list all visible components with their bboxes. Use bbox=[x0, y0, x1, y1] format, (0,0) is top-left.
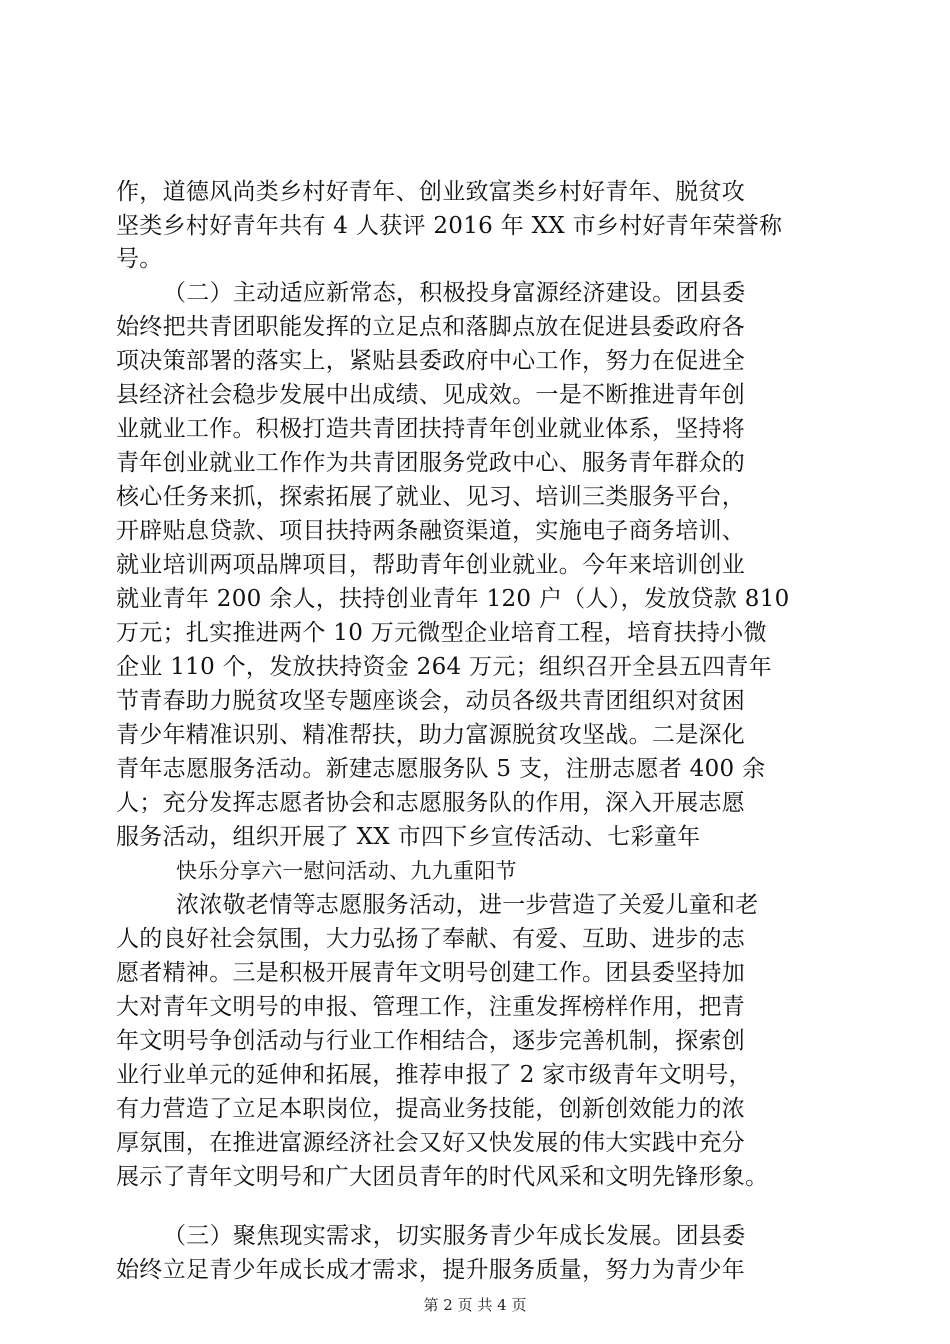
text-line: 人的良好社会氛围，大力弘扬了奉献、有爱、互助、进步的志 bbox=[116, 926, 746, 952]
text-line: 作，道德风尚类乡村好青年、创业致富类乡村好青年、脱贫攻 bbox=[116, 179, 746, 205]
text-line: 青年志愿服务活动。新建志愿服务队 5 支，注册志愿者 400 余 bbox=[116, 756, 766, 782]
text-line: 节青春助力脱贫攻坚专题座谈会，动员各级共青团组织对贫困 bbox=[116, 688, 746, 714]
text-line: 就业培训两项品牌项目，帮助青年创业就业。今年来培训创业 bbox=[116, 552, 746, 578]
text-line: 年文明号争创活动与行业工作相结合，逐步完善机制，探索创 bbox=[116, 1028, 746, 1054]
text-line: 有力营造了立足本职岗位，提高业务技能，创新创效能力的浓 bbox=[116, 1096, 746, 1122]
text-line: 万元；扎实推进两个 10 万元微型企业培育工程，培育扶持小微 bbox=[116, 620, 767, 646]
text-line: 服务活动，组织开展了 XX 市四下乡宣传活动、七彩童年 bbox=[116, 824, 701, 850]
text-line: 始终立足青少年成长成才需求，提升服务质量，努力为青少年 bbox=[116, 1257, 746, 1283]
text-line: 浓浓敬老情等志愿服务活动，进一步营造了关爱儿童和老 bbox=[176, 892, 759, 918]
text-line: 开辟贴息贷款、项目扶持两条融资渠道，实施电子商务培训、 bbox=[116, 518, 746, 544]
text-line: 县经济社会稳步发展中出成绩、见成效。一是不断推进青年创 bbox=[116, 382, 746, 408]
text-line: 人；充分发挥志愿者协会和志愿服务队的作用，深入开展志愿 bbox=[116, 790, 746, 816]
text-line: 厚氛围，在推进富源经济社会又好又快发展的伟大实践中充分 bbox=[116, 1130, 746, 1156]
text-line: 核心任务来抓，探索拓展了就业、见习、培训三类服务平台， bbox=[116, 484, 746, 510]
text-line: 就业青年 200 余人，扶持创业青年 120 户（人），发放贷款 810 bbox=[116, 586, 790, 612]
paragraph-heading-line: （二）主动适应新常态，积极投身富源经济建设。团县委 bbox=[163, 280, 746, 306]
text-line: 愿者精神。三是积极开展青年文明号创建工作。团县委坚持加 bbox=[116, 960, 746, 986]
text-line: 号。 bbox=[116, 246, 163, 272]
text-line: 青少年精准识别、精准帮扶，助力富源脱贫攻坚战。二是深化 bbox=[116, 722, 746, 748]
paragraph-heading-line: （三）聚焦现实需求，切实服务青少年成长发展。团县委 bbox=[163, 1223, 746, 1249]
text-line: 大对青年文明号的申报、管理工作，注重发挥榜样作用，把青 bbox=[116, 994, 746, 1020]
text-line: 企业 110 个，发放扶持资金 264 万元；组织召开全县五四青年 bbox=[116, 654, 772, 680]
text-line: 青年创业就业工作作为共青团服务党政中心、服务青年群众的 bbox=[116, 450, 746, 476]
text-line: 始终把共青团职能发挥的立足点和落脚点放在促进县委政府各 bbox=[116, 314, 746, 340]
text-line: 坚类乡村好青年共有 4 人获评 2016 年 XX 市乡村好青年荣誉称 bbox=[116, 213, 783, 239]
text-line: 展示了青年文明号和广大团员青年的时代风采和文明先锋形象。 bbox=[116, 1164, 769, 1190]
text-line: 业行业单元的延伸和拓展，推荐申报了 2 家市级青年文明号， bbox=[116, 1062, 752, 1088]
text-line: 项决策部署的落实上，紧贴县委政府中心工作，努力在促进全 bbox=[116, 348, 746, 374]
text-line: 业就业工作。积极打造共青团扶持青年创业就业体系，坚持将 bbox=[116, 416, 746, 442]
text-line: 快乐分享六一慰问活动、九九重阳节 bbox=[176, 859, 517, 883]
page-number-footer: 第 2 页 共 4 页 bbox=[423, 1296, 527, 1314]
